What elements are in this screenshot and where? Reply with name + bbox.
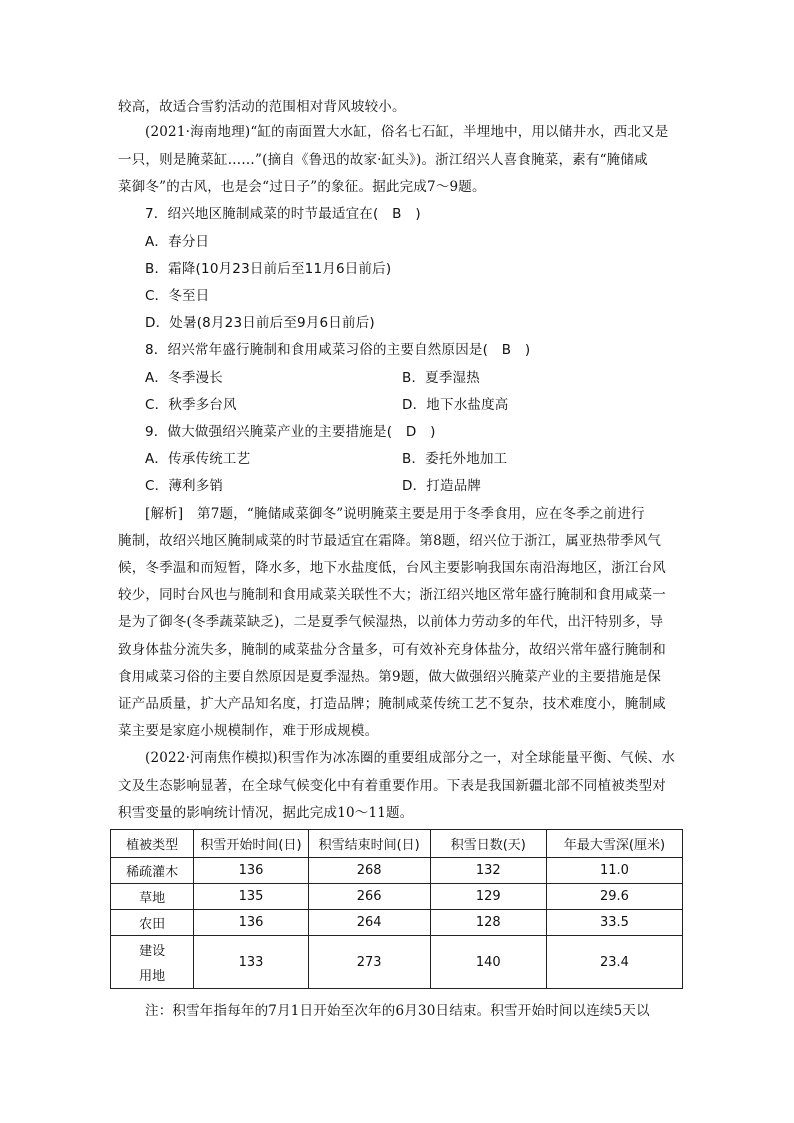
analysis-line: 致身体盐分流失多，腌制的咸菜盐分含量多，可有效补充身体盐分，故绍兴常年盛行腌制和 (118, 642, 666, 658)
analysis-line: 菜主要是家庭小规模制作，难于形成规模。 (118, 723, 379, 739)
analysis-line: 证产品质量，扩大产品知名度，打造品牌；腌制咸菜传统工艺不复杂，技术难度小，腌制咸 (118, 696, 666, 712)
cell-vegetation-type: 稀疏灌木 (111, 858, 194, 884)
cell-max-depth: 11.0 (546, 858, 682, 884)
question-7-option-d: D．处暑(8月23日前后至9月6日前后) (145, 315, 375, 331)
question-7-option-b: B．霜降(10月23日前后至11月6日前后) (145, 261, 392, 277)
cell-vegetation-type: 农田 (111, 910, 194, 936)
question-7-stem: 7．绍兴地区腌制咸菜的时节最适宜在( B ) (145, 206, 421, 222)
cell-snow-start: 133 (194, 936, 308, 989)
snow-vegetation-table (110, 829, 683, 989)
table-row (111, 858, 683, 884)
intro-paragraph-line: (2021·海南地理)“缸的南面置大水缸，俗名七石缸，半埋地中，用以储井水，西北又是 (145, 124, 669, 140)
table-header-row (111, 830, 683, 858)
table-note: 注：积雪年指每年的7月1日开始至次年的6月30日结束。积雪开始时间以连续5天以 (145, 1003, 650, 1019)
cell-snow-end: 264 (308, 910, 430, 936)
cell-snow-start: 136 (194, 910, 308, 936)
table-row (111, 884, 683, 910)
intro-b-line: (2022·河南焦作模拟)积雪作为冰冻圈的重要组成部分之一，对全球能量平衡、气候、水 (145, 750, 676, 766)
cell-vegetation-type (111, 936, 194, 989)
cell-max-depth: 29.6 (546, 884, 682, 910)
intro-paragraph-line: 一只，则是腌菜缸……”(摘自《鲁迅的故家·缸头》)。浙江绍兴人喜食腌菜，素有“腌储咸 (118, 152, 648, 168)
cell-max-depth: 23.4 (546, 936, 682, 989)
cell-snow-end: 266 (308, 884, 430, 910)
question-8-option-d: D．地下水盐度高 (402, 397, 509, 413)
question-9-stem: 9．做大做强绍兴腌菜产业的主要措施是( D ) (145, 424, 436, 440)
cell-snow-days: 128 (430, 910, 546, 936)
cell-snow-start: 136 (194, 858, 308, 884)
intro-paragraph-line: 菜御冬”的古风，也是会“过日子”的象征。据此完成7～9题。 (118, 179, 486, 195)
intro-b-line: 积雪变量的影响统计情况，据此完成10～11题。 (118, 805, 414, 821)
cell-snow-start: 135 (194, 884, 308, 910)
question-8-option-b: B．夏季湿热 (402, 370, 480, 386)
cell-snow-end: 268 (308, 858, 430, 884)
analysis-line: 候，冬季温和而短暂，降水多，地下水盐度低，台风主要影响我国东南沿海地区，浙江台风 (118, 560, 666, 576)
cell-vegetation-type: 草地 (111, 884, 194, 910)
question-9-option-b: B．委托外地加工 (402, 451, 508, 467)
analysis-line: 腌制，故绍兴地区腌制咸菜的时节最适宜在霜降。第8题，绍兴位于浙江，属亚热带季风气 (118, 533, 662, 549)
header-snow-end: 积雪结束时间(日) (308, 830, 430, 858)
cell-snow-days: 140 (430, 936, 546, 989)
intro-b-line: 文及生态影响显著，在全球气候变化中有着重要作用。下表是我国新疆北部不同植被类型对 (118, 778, 666, 794)
cell-snow-end: 273 (308, 936, 430, 989)
header-max-depth: 年最大雪深(厘米) (546, 830, 682, 858)
cell-vegetation-type-line2: 用地 (139, 969, 166, 984)
analysis-line: 食用咸菜习俗的主要自然原因是夏季湿热。第9题，做大做强绍兴腌菜产业的主要措施是保 (118, 669, 662, 685)
question-9-option-c: C．薄利多销 (145, 478, 224, 494)
question-8-option-a: A．冬季漫长 (145, 370, 223, 386)
cell-snow-days: 129 (430, 884, 546, 910)
analysis-line: 是为了御冬(冬季蔬菜缺乏)，二是夏季气候湿热，以前体力劳动多的年代，出汗特别多，导 (118, 614, 664, 630)
analysis-line: [解析] 第7题，“腌储咸菜御冬”说明腌菜主要是用于冬季食用，应在冬季之前进行 (145, 506, 645, 522)
table-row (111, 910, 683, 936)
question-9-option-d: D．打造品牌 (402, 478, 482, 494)
header-snow-days: 积雪日数(天) (430, 830, 546, 858)
question-8-option-c: C．秋季多台风 (145, 397, 237, 413)
header-vegetation-type: 植被类型 (111, 830, 194, 858)
question-7-option-a: A．春分日 (145, 234, 210, 250)
cell-max-depth: 33.5 (546, 910, 682, 936)
cell-snow-days: 132 (430, 858, 546, 884)
question-7-option-c: C．冬至日 (145, 288, 210, 304)
table-row (111, 936, 683, 989)
header-snow-start: 积雪开始时间(日) (194, 830, 308, 858)
cell-vegetation-type-line1: 建设 (139, 944, 166, 959)
paragraph-continuation: 较高，故适合雪豹活动的范围相对背风坡较小。 (118, 99, 406, 115)
analysis-line: 较少，同时台风也与腌制和食用咸菜关联性不大；浙江绍兴地区常年盛行腌制和食用咸菜一 (118, 587, 666, 603)
question-9-option-a: A．传承传统工艺 (145, 451, 251, 467)
question-8-stem: 8．绍兴常年盛行腌制和食用咸菜习俗的主要自然原因是( B ) (145, 342, 531, 358)
